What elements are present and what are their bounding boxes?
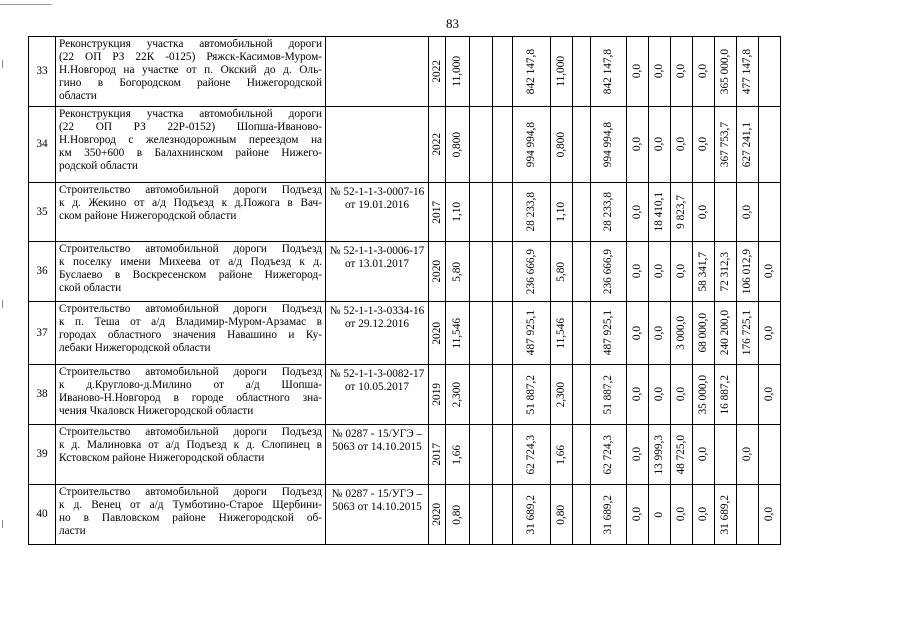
value-cell	[513, 242, 551, 302]
value-cell	[737, 425, 759, 485]
object-name-line: городах областного значения Навашино и Ку-	[59, 329, 322, 341]
value-cell	[470, 365, 493, 425]
value-text: 0,0	[675, 137, 687, 152]
table-row	[29, 242, 781, 302]
value-cell	[693, 365, 715, 425]
value-text: 28 233,8	[602, 192, 614, 232]
value-cell	[627, 37, 649, 107]
row-number: 39	[29, 425, 56, 485]
value-text: 0,0	[697, 64, 709, 79]
value-cell	[493, 302, 513, 365]
value-text: 2017	[430, 200, 443, 224]
value-cell	[429, 425, 446, 485]
value-cell	[551, 242, 573, 302]
page-edge-mark	[2, 60, 3, 68]
value-cell	[715, 485, 737, 545]
object-name-line: лебаки Нижегородской области	[59, 342, 211, 354]
value-text: 1,66	[451, 444, 463, 465]
value-cell	[693, 37, 715, 107]
value-text: 0,0	[631, 204, 643, 220]
value-text: 842 147,8	[525, 48, 537, 95]
value-text: 0,0	[697, 204, 709, 220]
value-cell	[715, 365, 737, 425]
value-cell	[493, 107, 513, 183]
value-cell	[627, 183, 649, 242]
value-cell	[737, 183, 759, 242]
value-text: 18 410,1	[653, 192, 665, 232]
value-text: 1,10	[451, 202, 463, 222]
value-cell	[470, 107, 493, 183]
value-cell	[446, 183, 470, 242]
value-cell	[627, 425, 649, 485]
object-name-line: к д. Жекино от а/д Подъезд к д.Пожога в Вач-	[59, 197, 322, 209]
value-text: 0,80	[555, 504, 567, 525]
value-text: 58 341,7	[697, 251, 709, 292]
table-row	[29, 365, 781, 425]
value-cell	[671, 302, 693, 365]
value-text: 0,800	[451, 131, 463, 158]
value-cell	[649, 302, 671, 365]
value-cell	[627, 302, 649, 365]
value-cell	[446, 242, 470, 302]
object-name-line: (22 ОП РЗ 22Р-0152) Шопша-Иваново-	[59, 121, 322, 133]
value-text: 2022	[430, 60, 443, 83]
table-row	[29, 302, 781, 365]
value-text: 1,66	[555, 444, 567, 465]
road-objects-table	[28, 36, 781, 545]
object-name-line: Реконструкция участка автомобильной дороги	[59, 108, 322, 120]
value-cell	[513, 107, 551, 183]
value-cell	[759, 183, 781, 242]
object-name	[56, 365, 326, 425]
value-cell	[513, 425, 551, 485]
value-cell	[470, 37, 493, 107]
value-cell	[649, 365, 671, 425]
value-cell	[429, 302, 446, 365]
value-cell	[649, 242, 671, 302]
row-number: 37	[29, 302, 56, 365]
value-cell	[715, 425, 737, 485]
value-cell	[591, 107, 627, 183]
value-cell	[649, 485, 671, 545]
object-name-line: к поселку имени Михеева от а/д Подъезд к д.	[59, 256, 322, 268]
object-name	[56, 242, 326, 302]
value-cell	[737, 242, 759, 302]
value-cell	[446, 485, 470, 545]
object-name-line: ской области	[59, 282, 122, 294]
object-name-line: Реконструкция участка автомобильной дороги	[59, 38, 322, 50]
object-name-line: к д. Малиновка от а/д Подъезд к д. Слопинец в	[59, 439, 322, 451]
value-text: 176 725,1	[741, 310, 753, 356]
value-cell	[513, 183, 551, 242]
value-cell	[470, 302, 493, 365]
object-name-line: Строительство автомобильной дороги Подъезд	[59, 486, 322, 498]
value-cell	[573, 425, 591, 485]
value-cell	[493, 425, 513, 485]
value-text: 48 725,0	[675, 434, 687, 475]
value-text: 0,0	[631, 387, 643, 402]
value-text: 0,0	[631, 447, 643, 462]
object-name-line: ском районе Нижегородской области	[59, 210, 237, 222]
row-number: 34	[29, 107, 56, 183]
value-text: 51 887,2	[525, 374, 537, 415]
value-cell	[627, 242, 649, 302]
value-cell	[737, 37, 759, 107]
value-text: 11,546	[451, 317, 463, 349]
table-body	[29, 37, 781, 545]
value-text: 627 241,1	[741, 121, 753, 168]
value-cell	[759, 242, 781, 302]
value-cell	[470, 425, 493, 485]
value-cell	[693, 183, 715, 242]
value-text: 0,0	[631, 325, 643, 341]
value-text: 2019	[430, 383, 443, 406]
value-text: 240 200,0	[719, 310, 731, 356]
value-cell	[737, 107, 759, 183]
value-cell	[759, 302, 781, 365]
object-name-line: гино в Богородском районе Нижегородской	[59, 77, 322, 89]
value-text: 28 233,8	[525, 192, 537, 232]
value-text: 0,0	[763, 387, 775, 402]
value-cell	[591, 183, 627, 242]
value-text: 9 823,7	[675, 195, 687, 229]
value-cell	[715, 37, 737, 107]
value-text: 35 000,0	[697, 374, 709, 415]
value-cell	[446, 107, 470, 183]
value-text: 0,0	[653, 64, 665, 79]
value-cell	[649, 425, 671, 485]
value-cell	[759, 425, 781, 485]
object-name-line: Строительство автомобильной дороги Подъезд	[59, 243, 322, 255]
value-text: 106 012,9	[741, 248, 753, 295]
value-cell	[649, 107, 671, 183]
object-name-line: Кстовском районе Нижегородской области	[59, 452, 265, 464]
object-name-line: но в Павловском районе Нижегородской об-	[59, 512, 322, 524]
object-name-line: Строительство автомобильной дороги Подъезд	[59, 366, 322, 378]
value-cell	[493, 183, 513, 242]
object-name-line: Строительство автомобильной дороги Подъезд	[59, 184, 322, 196]
value-cell	[446, 425, 470, 485]
value-cell	[715, 183, 737, 242]
value-text: 11,546	[555, 317, 567, 349]
value-text: 0,0	[675, 264, 687, 279]
object-name	[56, 37, 326, 107]
approval-document: № 52-1-1-3-0334-16 от 29.12.2016	[326, 302, 429, 365]
value-text: 0,0	[697, 137, 709, 152]
row-number: 38	[29, 365, 56, 425]
object-name	[56, 425, 326, 485]
value-text: 0,0	[741, 447, 753, 462]
value-cell	[429, 37, 446, 107]
value-text: 0,0	[631, 137, 643, 152]
page-edge-mark	[2, 520, 3, 528]
value-text: 0,0	[631, 264, 643, 279]
value-text: 3 000,0	[675, 316, 687, 350]
value-text: 2020	[430, 321, 443, 345]
value-cell	[446, 37, 470, 107]
value-text: 2022	[430, 133, 443, 156]
value-cell	[591, 425, 627, 485]
object-name-line: Строительство автомобильной дороги Подъезд	[59, 426, 322, 438]
value-cell	[671, 107, 693, 183]
value-text: 236 666,9	[525, 248, 537, 295]
value-text: 994 994,8	[525, 121, 537, 168]
value-cell	[551, 425, 573, 485]
value-text: 0,0	[653, 325, 665, 341]
approval-document: № 52-1-1-3-0007-16 от 19.01.2016	[326, 183, 429, 242]
value-text: 62 724,3	[525, 434, 537, 475]
value-text: 0,0	[763, 325, 775, 341]
object-name-line: к д. Венец от а/д Тумботино-Старое Щербини-	[59, 499, 322, 511]
object-name-line: Н.Новгород на участке от п. Окский до д. Оль-	[59, 64, 322, 76]
table-row	[29, 37, 781, 107]
value-text: 367 753,7	[719, 121, 731, 168]
value-text: 62 724,3	[602, 434, 614, 475]
value-cell	[693, 302, 715, 365]
value-cell	[591, 37, 627, 107]
value-cell	[627, 107, 649, 183]
value-text: 842 147,8	[602, 48, 614, 95]
value-text: 487 925,1	[602, 310, 614, 356]
value-text: 487 925,1	[525, 310, 537, 356]
object-name-line: Иваново-Н.Новгород в городе областного зна-	[59, 392, 322, 404]
value-cell	[513, 485, 551, 545]
table-row	[29, 425, 781, 485]
value-cell	[551, 365, 573, 425]
object-name-line: (22 ОП РЗ 22К -0125) Ряжск-Касимов-Муром-	[59, 51, 322, 63]
value-cell	[737, 365, 759, 425]
value-cell	[513, 37, 551, 107]
approval-document: № 52-1-1-3-0006-17 от 13.01.2017	[326, 242, 429, 302]
value-cell	[693, 485, 715, 545]
value-text: 0,0	[653, 387, 665, 402]
value-cell	[671, 425, 693, 485]
table-row	[29, 183, 781, 242]
value-cell	[693, 425, 715, 485]
value-cell	[737, 302, 759, 365]
value-cell	[551, 302, 573, 365]
value-cell	[429, 242, 446, 302]
value-cell	[470, 485, 493, 545]
value-cell	[573, 37, 591, 107]
value-cell	[759, 365, 781, 425]
value-cell	[551, 37, 573, 107]
value-text: 994 994,8	[602, 121, 614, 168]
value-cell	[513, 365, 551, 425]
value-cell	[671, 242, 693, 302]
value-text: 68 000,0	[697, 313, 709, 353]
value-text: 0,0	[653, 137, 665, 152]
value-text: 0,0	[653, 264, 665, 279]
value-cell	[671, 485, 693, 545]
object-name	[56, 302, 326, 365]
value-cell	[446, 302, 470, 365]
value-cell	[573, 183, 591, 242]
value-text: 0,0	[741, 204, 753, 220]
value-cell	[671, 365, 693, 425]
object-name-line: ласти	[59, 525, 86, 537]
value-text: 5,80	[451, 261, 463, 282]
value-text: 365 000,0	[719, 48, 731, 95]
table-row	[29, 107, 781, 183]
value-text: 16 887,2	[719, 374, 731, 415]
value-text: 0,0	[763, 264, 775, 279]
value-cell	[573, 365, 591, 425]
value-text: 2,300	[451, 381, 463, 408]
value-cell	[627, 485, 649, 545]
object-name	[56, 183, 326, 242]
value-cell	[446, 365, 470, 425]
value-cell	[627, 365, 649, 425]
object-name-line: Буслаево в Воскресенском районе Нижегород-	[59, 269, 322, 281]
value-text: 31 689,2	[525, 494, 537, 535]
value-text: 0	[653, 511, 665, 518]
value-cell	[429, 107, 446, 183]
object-name-line: км 350+600 в Балахнинском районе Нижего-	[59, 147, 322, 159]
value-cell	[759, 107, 781, 183]
value-text: 0,0	[675, 387, 687, 402]
value-cell	[759, 37, 781, 107]
value-cell	[573, 302, 591, 365]
value-text: 0,80	[451, 504, 463, 525]
value-text: 31 689,2	[602, 494, 614, 535]
object-name-line: Н.Новгород с железнодорожным переездом на	[59, 134, 322, 146]
value-cell	[429, 365, 446, 425]
value-text: 0,0	[697, 507, 709, 522]
value-cell	[513, 302, 551, 365]
value-cell	[715, 302, 737, 365]
value-text: 0,0	[697, 447, 709, 462]
value-text: 1,10	[555, 202, 567, 222]
object-name-line: чения Чкаловск Нижегородской области	[59, 405, 254, 417]
value-cell	[591, 302, 627, 365]
object-name-line: родской области	[59, 160, 138, 172]
value-cell	[493, 485, 513, 545]
value-cell	[715, 242, 737, 302]
value-text: 2020	[430, 503, 443, 526]
value-cell	[759, 485, 781, 545]
value-cell	[671, 183, 693, 242]
table-row	[29, 485, 781, 545]
value-cell	[493, 365, 513, 425]
object-name-line: к д.Круглово-д.Милино от а/д Шопша-	[59, 379, 322, 391]
value-text: 0,0	[763, 507, 775, 522]
value-cell	[693, 242, 715, 302]
value-text: 0,0	[631, 507, 643, 522]
value-cell	[649, 37, 671, 107]
value-cell	[737, 485, 759, 545]
value-text: 2,300	[555, 381, 567, 408]
approval-document	[326, 107, 429, 183]
value-text: 11,000	[451, 56, 463, 87]
object-name-line: Строительство автомобильной дороги Подъезд	[59, 303, 322, 315]
value-text: 5,80	[555, 261, 567, 282]
value-cell	[551, 183, 573, 242]
value-cell	[573, 485, 591, 545]
row-number: 35	[29, 183, 56, 242]
object-name	[56, 107, 326, 183]
value-cell	[671, 37, 693, 107]
row-number: 40	[29, 485, 56, 545]
value-text: 2017	[430, 443, 443, 466]
value-cell	[429, 183, 446, 242]
value-cell	[591, 242, 627, 302]
value-text: 0,800	[555, 131, 567, 158]
value-cell	[591, 485, 627, 545]
row-number: 33	[29, 37, 56, 107]
value-cell	[715, 107, 737, 183]
value-cell	[649, 183, 671, 242]
page-number: 83	[446, 16, 459, 31]
value-cell	[429, 485, 446, 545]
value-text: 72 312,3	[719, 251, 731, 292]
value-text: 0,0	[631, 64, 643, 79]
value-cell	[551, 107, 573, 183]
approval-document: № 52-1-1-3-0082-17 от 10.05.2017	[326, 365, 429, 425]
value-text: 236 666,9	[602, 248, 614, 295]
value-text: 51 887,2	[602, 374, 614, 415]
page-edge-mark	[2, 300, 3, 308]
value-cell	[693, 107, 715, 183]
approval-document	[326, 37, 429, 107]
value-cell	[470, 242, 493, 302]
approval-document: № 0287 - 15/УГЭ – 5063 от 14.10.2015	[326, 425, 429, 485]
object-name-line: к п. Теша от а/д Владимир-Муром-Арзамас в	[59, 316, 322, 328]
value-cell	[573, 107, 591, 183]
value-cell	[551, 485, 573, 545]
value-cell	[493, 37, 513, 107]
value-cell	[470, 183, 493, 242]
value-text: 13 999,3	[653, 434, 665, 475]
object-name-line: области	[59, 90, 97, 102]
value-text: 0,0	[675, 507, 687, 522]
value-text: 0,0	[675, 64, 687, 79]
row-number: 36	[29, 242, 56, 302]
value-cell	[493, 242, 513, 302]
page-edge-line	[0, 4, 52, 5]
value-cell	[573, 242, 591, 302]
value-cell	[591, 365, 627, 425]
approval-document: № 0287 - 15/УГЭ – 5063 от 14.10.2015	[326, 485, 429, 545]
object-name	[56, 485, 326, 545]
value-text: 2020	[430, 260, 443, 283]
value-text: 31 689,2	[719, 494, 731, 535]
value-text: 11,000	[555, 56, 567, 87]
value-text: 477 147,8	[741, 48, 753, 95]
